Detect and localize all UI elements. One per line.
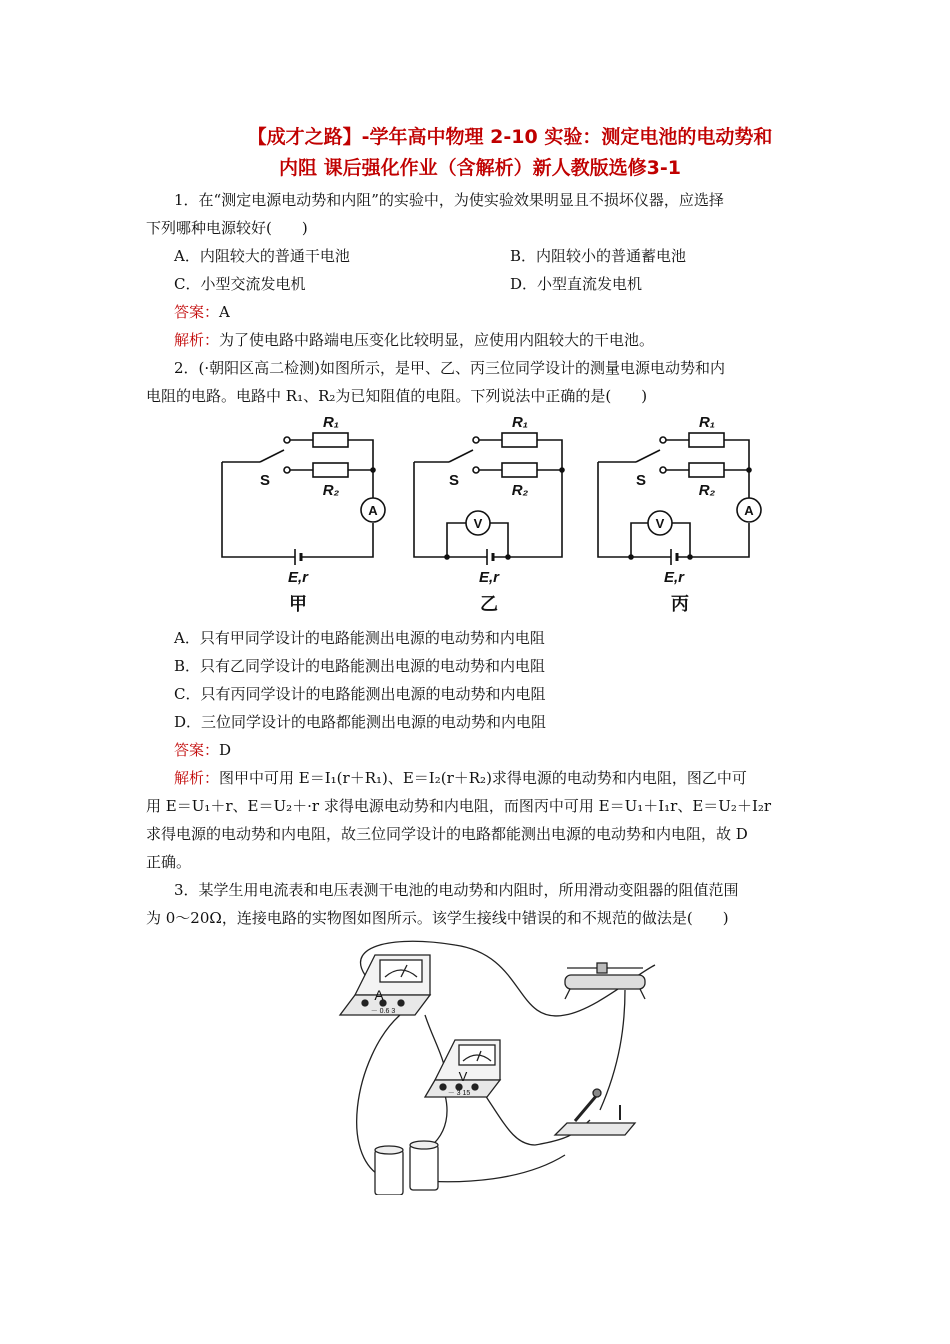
q2-analysis-line-1 — [174, 768, 747, 788]
circuit-yi-voltmeter-label: V — [473, 516, 483, 531]
circuit-yi-r1-label: R₁ — [511, 414, 529, 431]
q2-option-d: D．三位同学设计的电路都能测出电源的电动势和内电阻 — [174, 713, 547, 731]
voltmeter-label: V — [458, 1069, 468, 1084]
circuit-bing-source-label: E,r — [663, 569, 685, 586]
circuit-yi — [414, 433, 564, 565]
q2-option-b: B．只有乙同学设计的电路能测出电源的电动势和内电阻 — [174, 657, 546, 675]
circuit-jia-r2-label: R₂ — [322, 482, 340, 499]
q1-stem-line-2: 下列哪种电源较好( ) — [146, 219, 308, 237]
circuit-jia-r2 — [313, 463, 348, 477]
q2-analysis-line-3: 求得电源的电动势和内电阻，故三位同学设计的电路都能测出电源的电动势和内电阻，故 D — [146, 825, 748, 843]
q1-answer-label: 答案： — [174, 303, 220, 321]
q2-analysis-line-4: 正确。 — [146, 853, 192, 871]
circuit-jia-ammeter-label: A — [368, 503, 378, 518]
q2-answer-label: 答案： — [174, 741, 220, 759]
circuit-yi-r1 — [502, 433, 537, 447]
circuit-bing-switch-label: S — [635, 472, 647, 489]
circuit-bing-ammeter-label: A — [744, 503, 754, 518]
ammeter-label: A — [374, 987, 384, 1003]
rheostat-device — [565, 963, 645, 999]
battery-cells — [375, 1141, 438, 1195]
circuit-yi-source-label: E,r — [478, 569, 500, 586]
q2-analysis-text-1: 图甲中可用 E＝I₁(r＋R₁)、E＝I₂(r＋R₂)求得电源的电动势和内电阻，图乙中可 — [219, 769, 747, 787]
q2-analysis-line-2: 用 E＝U₁＋r、E＝U₂＋·r 求得电源电动势和内电阻，而图丙中可用 E＝U₁＋I₁r、E＝U₂＋I₂r — [146, 797, 772, 815]
ammeter-device — [340, 955, 430, 1015]
q1-stem-line-1: 1．在“测定电源电动势和内阻”的实验中，为使实验效果明显且不损坏仪器，应选择 — [174, 191, 724, 209]
q1-analysis — [174, 330, 654, 350]
q2-option-a: A．只有甲同学设计的电路能测出电源的电动势和内电阻 — [174, 629, 545, 647]
q1-option-c: C．小型交流发电机 — [174, 275, 306, 293]
q3-stem-line-1: 3．某学生用电流表和电压表测干电池的电动势和内阻时，所用滑动变阻器的阻值范围 — [174, 881, 739, 899]
circuit-bing-r2-label: R₂ — [698, 482, 716, 499]
q2-option-c: C．只有丙同学设计的电路能测出电源的电动势和内电阻 — [174, 685, 546, 703]
q1-option-a: A．内阻较大的普通干电池 — [174, 247, 350, 265]
q1-analysis-text: 为了使电路中路端电压变化比较明显，应使用内阻较大的干电池。 — [219, 331, 655, 349]
circuit-bing-r2 — [689, 463, 724, 477]
q2-answer — [174, 740, 231, 760]
q1-option-b: B．内阻较小的普通蓄电池 — [510, 247, 687, 265]
doc-title-line-1: 【成才之路】-学年高中物理 2-10 实验：测定电池的电动势和 — [247, 126, 773, 148]
q2-stem-line-1: 2．(·朝阳区高二检测)如图所示，是甲、乙、丙三位同学设计的测量电源电动势和内 — [174, 359, 726, 377]
switch-device — [555, 1089, 635, 1135]
circuit-bing-r1 — [689, 433, 724, 447]
physical-circuit-figure — [335, 935, 665, 1195]
circuit-bing-voltmeter-label: V — [655, 516, 665, 531]
doc-title-line-2: 内阻 课后强化作业（含解析）新人教版选修3-1 — [279, 157, 681, 179]
circuit-yi-r2-label: R₂ — [511, 482, 529, 499]
circuit-jia-source-label: E,r — [287, 569, 309, 586]
q1-answer — [174, 302, 230, 322]
circuit-jia-caption: 甲 — [289, 594, 307, 614]
voltmeter-terminals-label: － 3 15 — [447, 1090, 471, 1097]
circuit-diagrams-figure — [210, 410, 770, 625]
circuit-jia — [222, 433, 385, 565]
q1-option-d: D．小型直流发电机 — [510, 275, 643, 293]
circuit-yi-caption: 乙 — [480, 594, 498, 614]
circuit-jia-r1 — [313, 433, 348, 447]
circuit-bing — [598, 433, 761, 565]
circuit-jia-switch-label: S — [259, 472, 271, 489]
q3-stem-line-2: 为 0～20Ω，连接电路的实物图如图所示。该学生接线中错误的和不规范的做法是( ) — [146, 909, 729, 927]
circuit-bing-r1-label: R₁ — [698, 414, 716, 431]
circuit-yi-r2 — [502, 463, 537, 477]
circuit-yi-switch-label: S — [448, 472, 460, 489]
q1-analysis-label: 解析： — [174, 331, 220, 349]
q2-answer-value: D — [219, 741, 232, 759]
q2-analysis-label: 解析： — [174, 769, 220, 787]
ammeter-terminals-label: － 0.6 3 — [370, 1008, 396, 1015]
q1-answer-value: A — [219, 303, 230, 321]
q2-stem-line-2: 电阻的电路。电路中 R₁、R₂为已知阻值的电阻。下列说法中正确的是( ) — [146, 387, 648, 405]
circuit-jia-r1-label: R₁ — [322, 414, 340, 431]
circuit-bing-caption: 丙 — [671, 594, 689, 614]
